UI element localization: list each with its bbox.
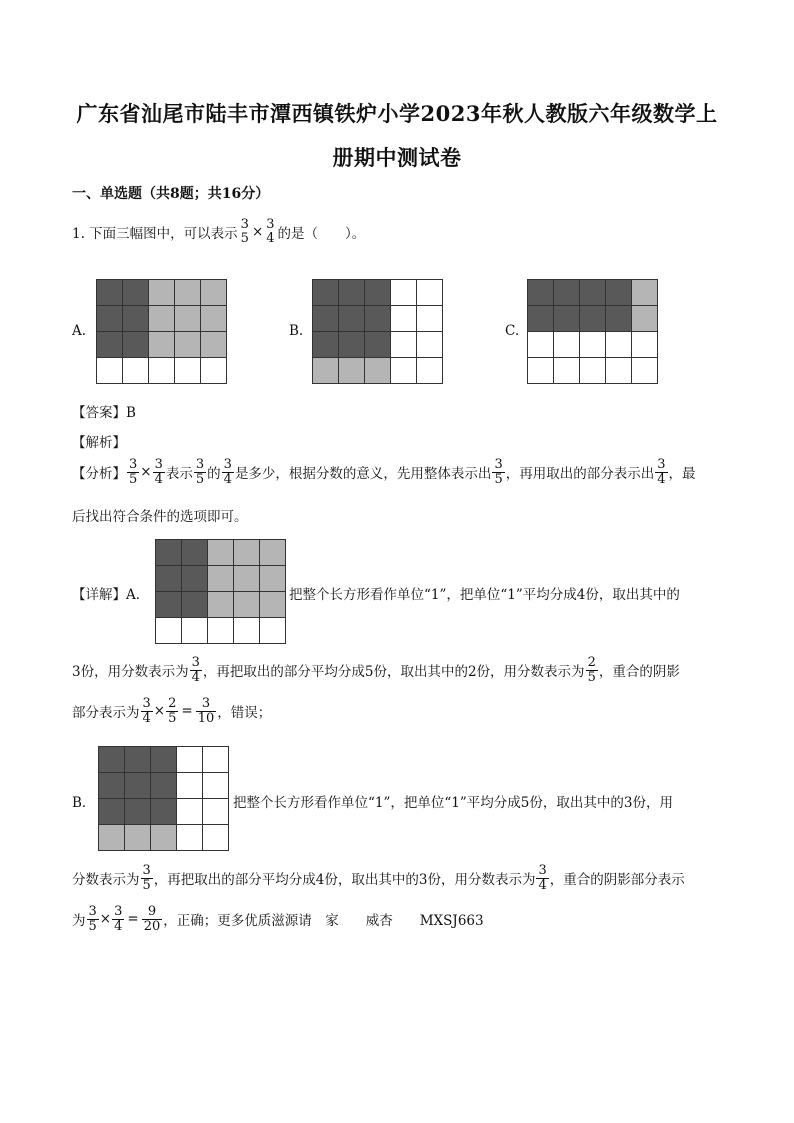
grid-cell xyxy=(417,358,443,384)
grid-cell xyxy=(260,566,286,592)
grid-cell xyxy=(175,306,201,332)
grid-cell xyxy=(606,332,632,358)
detail-text: ，错误； xyxy=(217,705,272,722)
grid-cell xyxy=(182,592,208,618)
detail-b-label: B． xyxy=(72,795,96,811)
grid-cell xyxy=(313,306,339,332)
times-sign: × xyxy=(140,464,152,481)
detail-label: 【详解】A． xyxy=(72,587,150,603)
option-b-grid xyxy=(312,279,443,384)
page-title: 广东省汕尾市陆丰市潭西镇铁炉小学2023年秋人教版六年级数学上 xyxy=(76,101,718,126)
grid-cell xyxy=(182,618,208,644)
detail-a-grid xyxy=(155,539,286,644)
grid-cell xyxy=(123,280,149,306)
grid-cell xyxy=(203,799,229,825)
grid-cell xyxy=(97,280,123,306)
grid-cell xyxy=(125,747,151,773)
grid-cell xyxy=(260,592,286,618)
grid-cell xyxy=(99,773,125,799)
grid-cell xyxy=(391,332,417,358)
detail-text: ，重合的阴影 xyxy=(598,664,680,681)
grid-cell xyxy=(175,358,201,384)
grid-cell xyxy=(554,306,580,332)
grid-cell xyxy=(208,592,234,618)
grid-cell xyxy=(182,566,208,592)
fraction-3-10: $\frac{3}{10}$ xyxy=(197,696,215,726)
grid-cell xyxy=(417,306,443,332)
grid-cell xyxy=(339,358,365,384)
grid-cell xyxy=(632,306,658,332)
grid-cell xyxy=(177,799,203,825)
grid-cell xyxy=(528,358,554,384)
answer-line xyxy=(72,401,136,421)
grid-cell xyxy=(528,306,554,332)
grid-cell xyxy=(149,332,175,358)
detail-text: ，正确；更多优质滋源请 家 威杏 MXSJ663 xyxy=(163,913,484,930)
grid-cell xyxy=(123,306,149,332)
grid-cell xyxy=(391,358,417,384)
detail-a-line3 xyxy=(72,697,271,725)
grid-cell xyxy=(365,358,391,384)
grid-cell xyxy=(149,358,175,384)
grid-cell xyxy=(632,332,658,358)
fenxi-text: ，再用取出的部分表示出 xyxy=(505,466,655,483)
grid-cell xyxy=(99,799,125,825)
fraction-3-5: $\frac{3}{5}$ xyxy=(129,457,138,487)
detail-a-text: 把整个长方形看作单位“1”，把单位“1”平均分成4份，取出其中的 xyxy=(289,587,680,603)
grid-cell xyxy=(208,566,234,592)
grid-cell xyxy=(313,280,339,306)
page-title-line2: 册期中测试卷 xyxy=(332,145,462,170)
equals-sign: = xyxy=(127,911,139,928)
grid-cell xyxy=(339,280,365,306)
detail-text: ，重合的阴影部分表示 xyxy=(549,872,685,889)
grid-cell xyxy=(125,825,151,851)
grid-cell xyxy=(151,773,177,799)
fenxi-text: 的 xyxy=(207,466,221,483)
grid-cell xyxy=(339,332,365,358)
grid-cell xyxy=(203,747,229,773)
detail-text: 分数表示为 xyxy=(72,872,140,889)
grid-cell xyxy=(260,618,286,644)
option-a-label: A. xyxy=(72,323,87,339)
grid-cell xyxy=(606,358,632,384)
grid-cell xyxy=(391,306,417,332)
grid-cell xyxy=(182,540,208,566)
grid-cell xyxy=(208,618,234,644)
question-suffix: 的是（ ）。 xyxy=(277,225,366,242)
grid-cell xyxy=(151,799,177,825)
fraction-3-4: $\frac{3}{4}$ xyxy=(538,863,547,893)
question-prefix: 1. 下面三幅图中，可以表示 xyxy=(72,225,238,242)
grid-cell xyxy=(580,358,606,384)
answer-value: B xyxy=(126,405,136,421)
option-c-label: C. xyxy=(505,323,520,339)
grid-cell xyxy=(201,358,227,384)
times-sign: × xyxy=(153,703,166,720)
grid-cell xyxy=(234,592,260,618)
detail-text: 3份，用分数表示为 xyxy=(72,664,189,681)
grid-cell xyxy=(177,773,203,799)
grid-cell xyxy=(365,332,391,358)
grid-cell xyxy=(97,358,123,384)
grid-cell xyxy=(201,306,227,332)
grid-cell xyxy=(580,306,606,332)
grid-cell xyxy=(554,280,580,306)
detail-b-line2 xyxy=(72,864,685,892)
fenxi-line1 xyxy=(72,458,696,486)
grid-cell xyxy=(580,332,606,358)
grid-cell xyxy=(313,358,339,384)
detail-b-line3 xyxy=(72,905,484,933)
fraction-3-4: 3 4 xyxy=(266,217,275,246)
grid-cell xyxy=(580,280,606,306)
grid-cell xyxy=(528,332,554,358)
option-b-label: B. xyxy=(289,323,304,339)
fraction-3-4: $\frac{3}{4}$ xyxy=(223,457,232,487)
option-c-grid xyxy=(527,279,658,384)
fenxi-text: ，最 xyxy=(668,466,696,483)
grid-cell xyxy=(151,825,177,851)
grid-cell xyxy=(365,280,391,306)
fraction-3-5: $\frac{3}{5}$ xyxy=(195,457,205,487)
grid-cell xyxy=(417,332,443,358)
grid-cell xyxy=(156,540,182,566)
fraction-3-5: 3 5 xyxy=(240,217,249,246)
detail-text: ，再把取出的部分平均分成4份，取出其中的3份，用分数表示为 xyxy=(153,872,536,889)
fraction-3-4: $\frac{3}{4}$ xyxy=(191,655,200,685)
grid-cell xyxy=(123,358,149,384)
grid-cell xyxy=(203,773,229,799)
grid-cell xyxy=(554,358,580,384)
grid-cell xyxy=(365,306,391,332)
grid-cell xyxy=(391,280,417,306)
grid-cell xyxy=(234,618,260,644)
grid-cell xyxy=(234,540,260,566)
detail-text: 为 xyxy=(72,913,86,930)
detail-text: 部分表示为 xyxy=(72,705,140,722)
grid-cell xyxy=(97,332,123,358)
grid-cell xyxy=(156,592,182,618)
fraction-3-4: $\frac{3}{4}$ xyxy=(154,457,163,487)
grid-cell xyxy=(339,306,365,332)
grid-cell xyxy=(123,332,149,358)
grid-cell xyxy=(632,358,658,384)
question-1 xyxy=(72,218,365,245)
option-a-grid xyxy=(96,279,227,384)
fenxi-label: 【分析】 xyxy=(72,466,126,483)
section-heading: 一、单选题（共8题；共16分） xyxy=(72,186,270,202)
detail-a-line2 xyxy=(72,656,680,684)
grid-cell xyxy=(417,280,443,306)
grid-cell xyxy=(234,566,260,592)
analysis-label: 【解析】 xyxy=(72,435,126,451)
grid-cell xyxy=(97,306,123,332)
grid-cell xyxy=(156,618,182,644)
fraction-3-5: $\frac{3}{5}$ xyxy=(494,457,503,487)
grid-cell xyxy=(554,332,580,358)
grid-cell xyxy=(177,825,203,851)
grid-cell xyxy=(151,747,177,773)
answer-label: 【答案】 xyxy=(72,405,126,421)
grid-cell xyxy=(99,825,125,851)
fraction-2-5: $\frac{2}{5}$ xyxy=(168,696,177,726)
grid-cell xyxy=(528,280,554,306)
grid-cell xyxy=(313,332,339,358)
fraction-2-5: $\frac{2}{5}$ xyxy=(587,655,596,685)
fenxi-text: 是多少，根据分数的意义，先用整体表示出 xyxy=(234,466,492,483)
grid-cell xyxy=(175,332,201,358)
equals-sign: = xyxy=(181,703,193,720)
grid-cell xyxy=(201,280,227,306)
grid-cell xyxy=(632,280,658,306)
grid-cell xyxy=(149,306,175,332)
fraction-3-5: $\frac{3}{5}$ xyxy=(142,863,151,893)
fraction-3-5: $\frac{3}{5}$ xyxy=(88,904,97,934)
grid-cell xyxy=(260,540,286,566)
fraction-3-4: $\frac{3}{4}$ xyxy=(114,904,123,934)
grid-cell xyxy=(606,280,632,306)
grid-cell xyxy=(177,747,203,773)
grid-cell xyxy=(606,306,632,332)
fenxi-line2: 后找出符合条件的选项即可。 xyxy=(72,509,248,525)
grid-cell xyxy=(208,540,234,566)
fraction-3-4: $\frac{3}{4}$ xyxy=(657,457,666,487)
fenxi-text: 表示 xyxy=(165,466,193,483)
times-sign: × xyxy=(99,911,112,928)
grid-cell xyxy=(201,332,227,358)
grid-cell xyxy=(175,280,201,306)
grid-cell xyxy=(156,566,182,592)
grid-cell xyxy=(125,799,151,825)
fraction-9-20: $\frac{9}{20}$ xyxy=(143,904,161,934)
grid-cell xyxy=(99,747,125,773)
fraction-3-4: $\frac{3}{4}$ xyxy=(142,696,151,726)
grid-cell xyxy=(149,280,175,306)
detail-text: ，再把取出的部分平均分成5份，取出其中的2份，用分数表示为 xyxy=(202,664,585,681)
grid-cell xyxy=(125,773,151,799)
detail-b-text: 把整个长方形看作单位“1”，把单位“1”平均分成5份，取出其中的3份，用 xyxy=(233,795,673,811)
grid-cell xyxy=(203,825,229,851)
times-sign: × xyxy=(251,223,264,240)
detail-b-grid xyxy=(98,746,229,851)
